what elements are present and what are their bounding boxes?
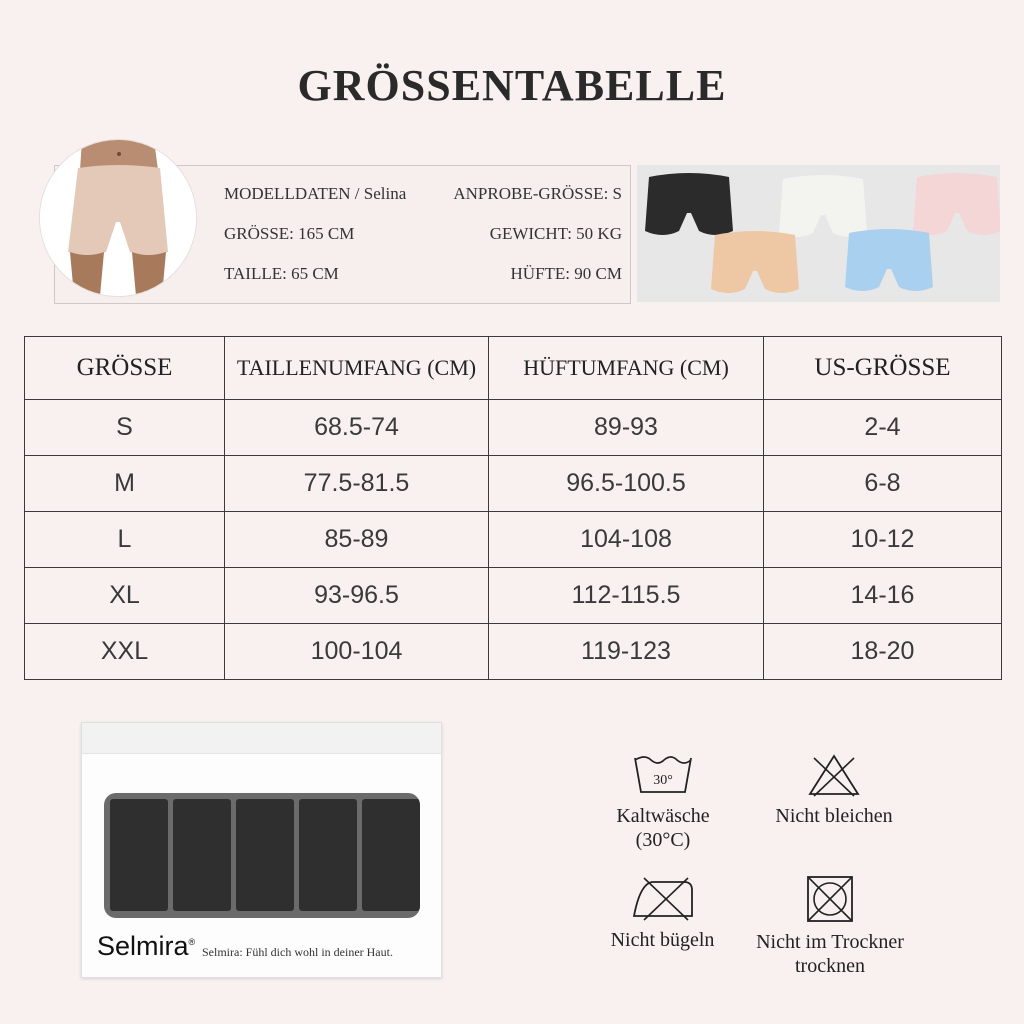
folded-item [110, 799, 168, 911]
cell-waist: 77.5-81.5 [225, 456, 489, 512]
header-waist: TAILLENUMFANG (CM) [225, 337, 489, 400]
no-bleach-icon [806, 752, 862, 798]
white-variant [779, 175, 867, 237]
care-wash [598, 752, 728, 852]
care-no-iron [595, 876, 730, 952]
cell-waist: 68.5-74 [225, 400, 489, 456]
table-row [25, 624, 1002, 680]
cell-hip: 104-108 [489, 512, 764, 568]
table-row [25, 400, 1002, 456]
no-tumble-dry-icon [805, 874, 855, 924]
model-height: GRÖSSE: 165 CM [224, 224, 355, 243]
model-hip: HÜFTE: 90 CM [510, 264, 622, 283]
model-photo [40, 140, 196, 296]
table-row [25, 456, 1002, 512]
folded-item [236, 799, 294, 911]
table-row [25, 568, 1002, 624]
cell-us-size: 6-8 [764, 456, 1002, 512]
cell-us-size: 18-20 [764, 624, 1002, 680]
model-info [224, 178, 622, 298]
folded-item [362, 799, 420, 911]
cell-size: L [25, 512, 225, 568]
model-weight: GEWICHT: 50 KG [489, 224, 622, 243]
cell-size: XXL [25, 624, 225, 680]
folded-item [299, 799, 357, 911]
cell-hip: 112-115.5 [489, 568, 764, 624]
cell-hip: 96.5-100.5 [489, 456, 764, 512]
cell-waist: 100-104 [225, 624, 489, 680]
model-waist: TAILLE: 65 CM [224, 264, 339, 283]
brand-tagline: Selmira: Fühl dich wohl in deiner Haut. [202, 945, 393, 959]
blue-variant [845, 229, 933, 291]
brand-logo [97, 931, 195, 962]
pink-variant [913, 173, 1000, 235]
wash-label-line2: (30°C) [635, 829, 691, 851]
color-variants-image [637, 165, 1000, 302]
color-variants [637, 165, 1000, 302]
cell-size: M [25, 456, 225, 512]
cell-waist: 93-96.5 [225, 568, 489, 624]
no-dryer-label-line2: trocknen [795, 955, 865, 977]
cell-hip: 89-93 [489, 400, 764, 456]
care-no-dryer [738, 874, 922, 978]
table-row [25, 512, 1002, 568]
wash-label-line1: Kaltwäsche [616, 805, 710, 827]
header-hip: HÜFTUMFANG (CM) [489, 337, 764, 400]
no-iron-label: Nicht bügeln [610, 929, 715, 951]
size-table [24, 336, 1002, 680]
cell-waist: 85-89 [225, 512, 489, 568]
washing-tub-icon [631, 752, 695, 798]
no-dryer-label-line1: Nicht im Trockner [756, 931, 904, 953]
black-variant [645, 173, 733, 235]
no-bleach-label: Nicht bleichen [775, 805, 893, 827]
folded-item [173, 799, 231, 911]
cell-us-size: 2-4 [764, 400, 1002, 456]
cell-size: S [25, 400, 225, 456]
model-name: MODELLDATEN / Selina [224, 184, 407, 203]
nude-variant [711, 231, 799, 293]
table-header-row [25, 337, 1002, 400]
wash-temp-label: 30° [653, 773, 673, 788]
product-package [81, 722, 442, 978]
care-no-bleach [754, 752, 914, 828]
package-window [104, 793, 420, 918]
cell-us-size: 14-16 [764, 568, 1002, 624]
registered-mark: ® [188, 937, 196, 947]
header-us-size: US-GRÖSSE [764, 337, 1002, 400]
cell-us-size: 10-12 [764, 512, 1002, 568]
cell-hip: 119-123 [489, 624, 764, 680]
model-figure-image [40, 140, 196, 296]
no-iron-icon [630, 876, 696, 922]
page-title: GRÖSSENTABELLE [297, 61, 727, 110]
header-size: GRÖSSE [25, 337, 225, 400]
fitting-size: ANPROBE-GRÖSSE: S [453, 184, 622, 203]
cell-size: XL [25, 568, 225, 624]
brand-name: Selmira [97, 931, 189, 961]
package-zip-seal [82, 723, 441, 754]
